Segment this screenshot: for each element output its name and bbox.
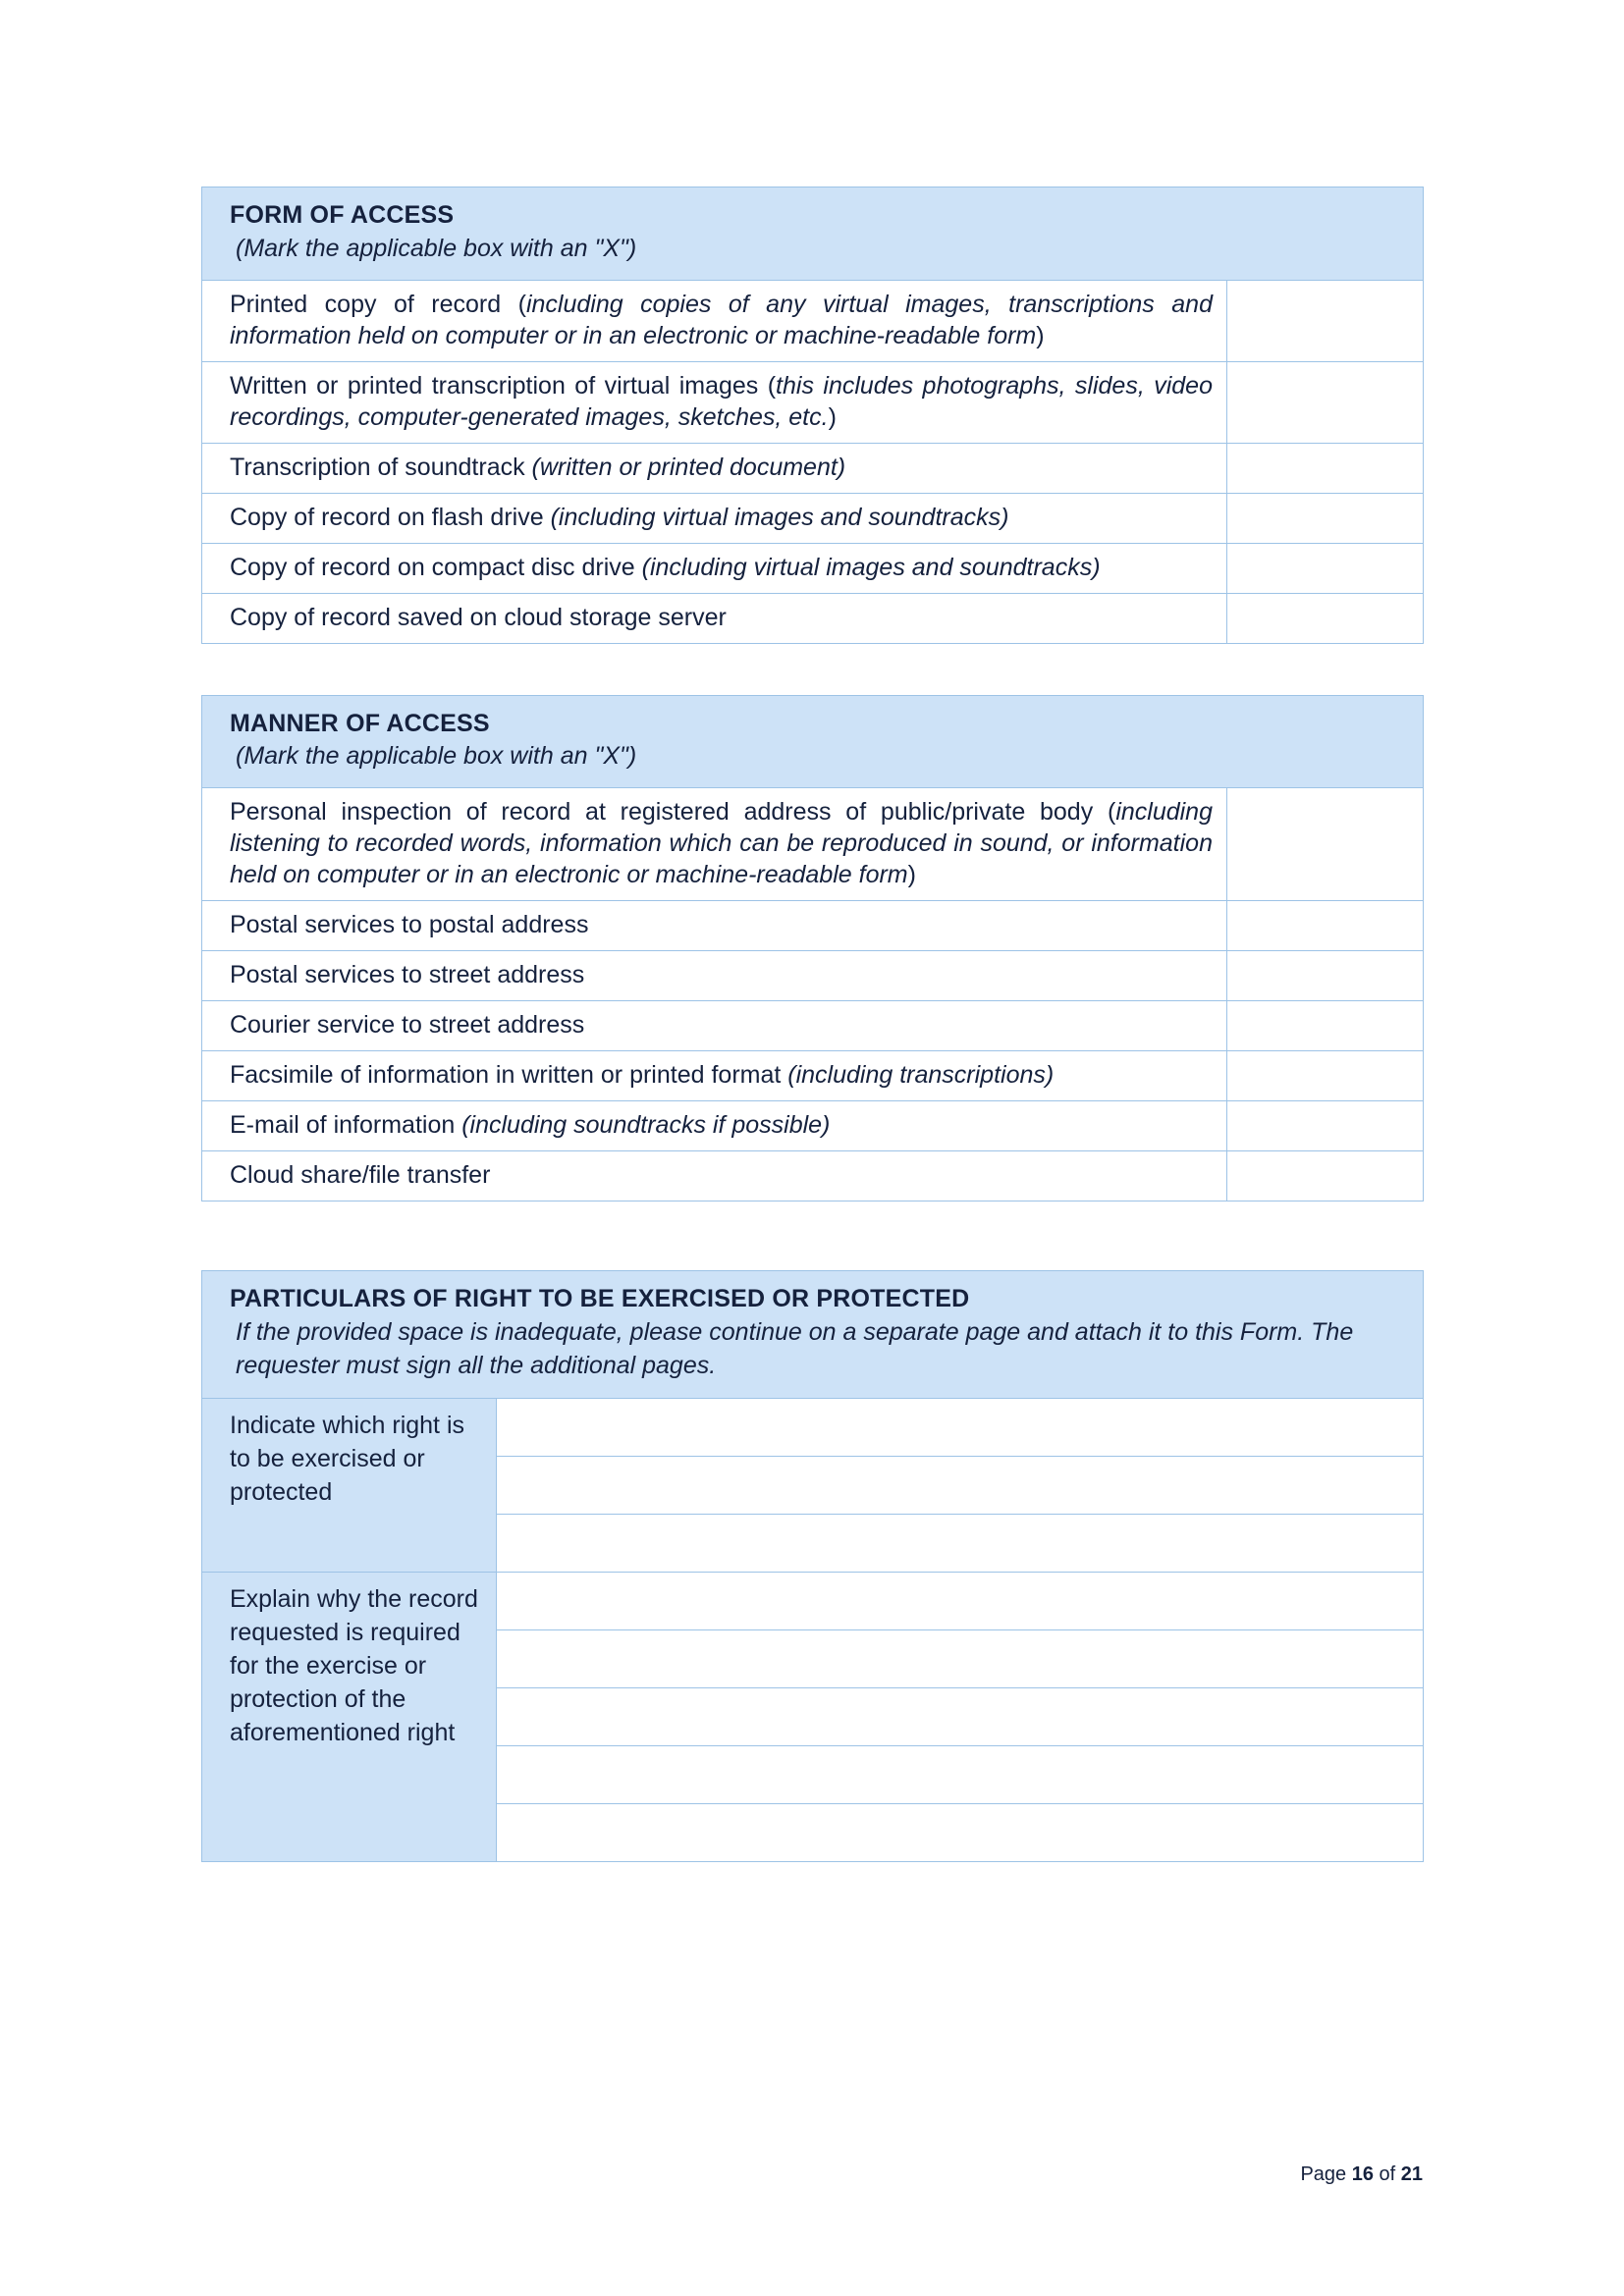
option-text-tail: ) [1036,321,1045,349]
particulars-header [202,1271,1424,1399]
table-row [202,493,1424,543]
manner-access-option-cloud-share [202,1151,1227,1201]
footer-middle: of [1373,2163,1401,2185]
form-access-option-cloud-storage [202,593,1227,643]
manner-access-option-email [202,1101,1227,1151]
table-row [202,1051,1424,1101]
section-gap [201,644,1423,695]
form-of-access-title: FORM OF ACCESS [230,201,455,229]
footer-current-page: 16 [1351,2163,1374,2185]
table-row [202,788,1424,901]
mark-box-soundtrack-transcription[interactable] [1227,443,1424,493]
option-text-plain: Personal inspection of record at registered address of public/private body ( [230,798,1116,826]
mark-box-facsimile[interactable] [1227,1051,1424,1101]
option-text-plain: Courier service to street address [230,1011,585,1039]
option-text-plain: Copy of record on flash drive [230,503,551,531]
option-text-italic: including copies of any virtual images, transcriptions and information held on computer or in an electronic or machine-readable form [230,290,1213,349]
option-text-plain: Printed copy of record ( [230,290,526,318]
table-row [202,901,1424,951]
mark-box-personal-inspection[interactable] [1227,788,1424,901]
particulars-title: PARTICULARS OF RIGHT TO BE EXERCISED OR PROTECTED [230,1285,970,1312]
particulars-subtitle: If the provided space is inadequate, please continue on a separate page and attach it to this Form. The requester must sign all the additional pages. [236,1317,1354,1379]
option-text-italic: (written or printed document) [531,453,846,481]
option-text-tail: ) [828,402,837,431]
form-access-option-compact-disc [202,543,1227,593]
option-text-plain: Transcription of soundtrack [230,453,532,481]
option-text-italic: (including transcriptions) [787,1061,1055,1089]
page-footer [1300,2163,1423,2186]
mark-box-courier[interactable] [1227,1001,1424,1051]
footer-total-pages: 21 [1400,2163,1423,2185]
option-text-tail: ) [907,861,916,888]
manner-of-access-table [201,695,1424,1202]
particulars-input-explain-line-4[interactable] [497,1746,1424,1804]
particulars-label-right-exercised: Indicate which right is to be exercised or protected [202,1399,497,1573]
section-gap [201,1201,1423,1270]
mark-box-postal-to-street[interactable] [1227,951,1424,1001]
manner-of-access-subtitle: (Mark the applicable box with an "X") [236,742,637,771]
option-text-plain: Postal services to street address [230,961,585,988]
table-row [202,443,1424,493]
form-of-access-header [202,187,1424,281]
form-access-option-flash-drive [202,493,1227,543]
manner-of-access-title: MANNER OF ACCESS [230,709,490,737]
particulars-label-explain-why: Explain why the record requested is required for the exercise or protection of the aforementioned right [202,1573,497,1862]
table-row [202,1001,1424,1051]
particulars-input-explain-line-5[interactable] [497,1804,1424,1862]
particulars-input-explain-line-3[interactable] [497,1688,1424,1746]
particulars-input-right-line-1[interactable] [497,1399,1424,1457]
table-row [202,1573,1424,1630]
manner-access-option-personal-inspection [202,788,1227,901]
manner-access-option-postal-to-street [202,951,1227,1001]
table-row [202,280,1424,361]
option-text-plain: Copy of record on compact disc drive [230,553,642,581]
mark-box-written-transcription[interactable] [1227,361,1424,443]
option-text-italic: this includes photographs, slides, video recordings, computer-generated images, sketches, etc. [230,371,1213,431]
form-access-option-printed-copy [202,280,1227,361]
form-access-option-written-transcription [202,361,1227,443]
manner-access-option-courier [202,1001,1227,1051]
mark-box-postal-to-postal[interactable] [1227,901,1424,951]
table-row [202,543,1424,593]
footer-prefix: Page [1300,2163,1352,2185]
form-access-option-soundtrack-transcription [202,443,1227,493]
form-of-access-subtitle: (Mark the applicable box with an "X") [236,234,637,262]
option-text-italic: (including virtual images and soundtracks) [550,503,1009,531]
table-row [202,593,1424,643]
particulars-input-explain-line-2[interactable] [497,1630,1424,1688]
table-row [202,1399,1424,1457]
option-text-italic: (including soundtracks if possible) [461,1111,831,1139]
form-of-access-table [201,187,1424,644]
mark-box-printed-copy[interactable] [1227,280,1424,361]
particulars-input-right-line-2[interactable] [497,1457,1424,1515]
table-row [202,1101,1424,1151]
option-text-plain: Cloud share/file transfer [230,1161,491,1189]
particulars-input-right-line-3[interactable] [497,1515,1424,1573]
option-text-italic: including listening to recorded words, information which can be reproduced in sound, or information held on computer or in an electronic or machine-readable form [230,798,1213,888]
mark-box-cloud-share[interactable] [1227,1151,1424,1201]
mark-box-email[interactable] [1227,1101,1424,1151]
particulars-table [201,1270,1424,1862]
table-row [202,361,1424,443]
table-row [202,1151,1424,1201]
option-text-plain: E-mail of information [230,1111,462,1139]
mark-box-cloud-storage[interactable] [1227,593,1424,643]
table-row [202,951,1424,1001]
manner-access-option-facsimile [202,1051,1227,1101]
mark-box-flash-drive[interactable] [1227,493,1424,543]
option-text-plain: Postal services to postal address [230,911,589,938]
mark-box-compact-disc[interactable] [1227,543,1424,593]
option-text-plain: Facsimile of information in written or printed format [230,1061,788,1089]
manner-of-access-header [202,695,1424,788]
manner-access-option-postal-to-postal [202,901,1227,951]
option-text-plain: Copy of record saved on cloud storage server [230,603,727,631]
option-text-italic: (including virtual images and soundtracks) [641,553,1101,581]
particulars-input-explain-line-1[interactable] [497,1573,1424,1630]
option-text-plain: Written or printed transcription of virtual images ( [230,371,777,400]
